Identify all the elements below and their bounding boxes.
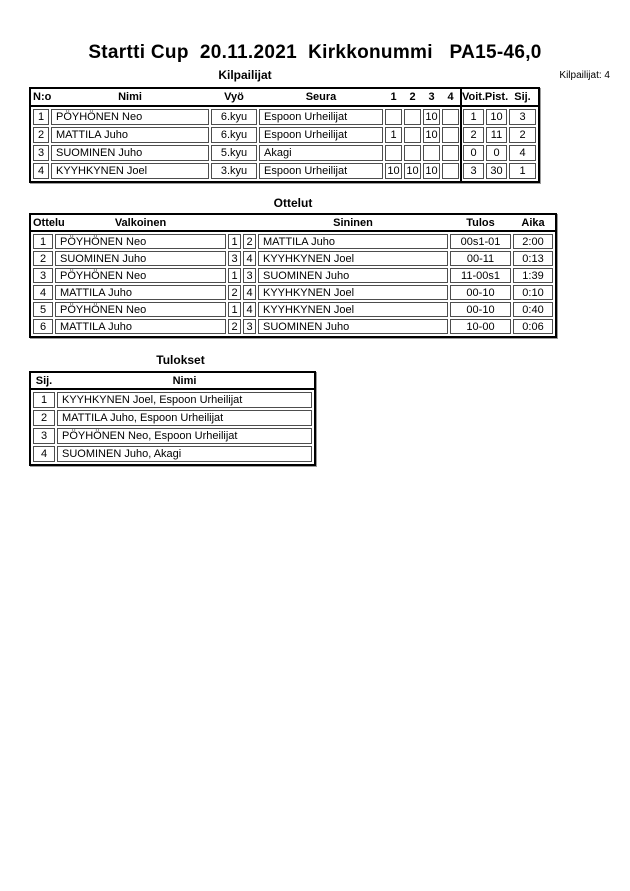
cell-round-1: 10	[385, 163, 402, 179]
cell-vyo: 6.kyu	[211, 109, 257, 125]
section-title-ottelut: Ottelut	[273, 196, 313, 210]
cell-valkoinen: PÖYHÖNEN Neo	[55, 302, 226, 317]
cell-pist: 10	[486, 109, 507, 125]
header-round-4: 4	[447, 91, 454, 103]
cell-no: 1	[33, 109, 49, 125]
cell-sij: 4	[509, 145, 536, 161]
cell-white-number: 1	[228, 234, 241, 249]
cell-aika: 2:00	[513, 234, 553, 249]
page-title: Startti Cup 20.11.2021 Kirkkonummi PA15-46,0	[88, 42, 542, 63]
cell-sij: 3	[33, 428, 55, 444]
cell-nimi: MATTILA Juho, Espoon Urheilijat	[57, 410, 312, 426]
cell-round-2	[404, 109, 421, 125]
cell-tulos: 00-10	[450, 285, 511, 300]
cell-blue-number: 4	[243, 251, 256, 266]
competitors-count: Kilpailijat: 4	[559, 70, 610, 81]
header-nimi: Nimi	[118, 91, 142, 103]
cell-voit: 3	[463, 163, 484, 179]
cell-aika: 1:39	[513, 268, 553, 283]
header-round-3: 3	[428, 91, 435, 103]
cell-voit: 1	[463, 109, 484, 125]
cell-pist: 0	[486, 145, 507, 161]
ottelut-row	[33, 319, 553, 334]
cell-sininen: KYYHKYNEN Joel	[258, 251, 448, 266]
cell-sininen: KYYHKYNEN Joel	[258, 285, 448, 300]
header-valkoinen: Valkoinen	[114, 216, 167, 229]
cell-round-4	[442, 163, 459, 179]
cell-nimi: SUOMINEN Juho, Akagi	[57, 446, 312, 462]
cell-sij: 4	[33, 446, 55, 462]
cell-voit: 2	[463, 127, 484, 143]
cell-sininen: SUOMINEN Juho	[258, 319, 448, 334]
ottelut-table-header	[31, 215, 555, 232]
cell-sij: 2	[33, 410, 55, 426]
cell-aika: 0:40	[513, 302, 553, 317]
tulokset-row	[33, 446, 312, 462]
cell-sij: 1	[509, 163, 536, 179]
cell-round-3	[423, 145, 440, 161]
cell-round-4	[442, 109, 459, 125]
header-tulos: Tulos	[466, 216, 495, 229]
cell-seura: Akagi	[259, 145, 383, 161]
cell-sininen: SUOMINEN Juho	[258, 268, 448, 283]
cell-white-number: 1	[228, 268, 241, 283]
cell-blue-number: 4	[243, 302, 256, 317]
cell-vyo: 3.kyu	[211, 163, 257, 179]
cell-blue-number: 3	[243, 268, 256, 283]
header-sij: Sij.	[35, 374, 53, 387]
cell-blue-number: 2	[243, 234, 256, 249]
cell-seura: Espoon Urheilijat	[259, 127, 383, 143]
voit-divider-line	[460, 89, 462, 181]
cell-no: 4	[33, 163, 49, 179]
cell-aika: 0:10	[513, 285, 553, 300]
cell-voit: 0	[463, 145, 484, 161]
cell-blue-number: 4	[243, 285, 256, 300]
cell-tulos: 00-10	[450, 302, 511, 317]
cell-no: 3	[33, 145, 49, 161]
cell-sininen: KYYHKYNEN Joel	[258, 302, 448, 317]
cell-sininen: MATTILA Juho	[258, 234, 448, 249]
cell-nimi: SUOMINEN Juho	[51, 145, 209, 161]
header-pist: Pist.	[484, 91, 509, 103]
cell-aika: 0:13	[513, 251, 553, 266]
header-aika: Aika	[521, 216, 545, 229]
header-round-1: 1	[390, 91, 397, 103]
cell-nimi: PÖYHÖNEN Neo	[51, 109, 209, 125]
header-vyo: Vyö	[224, 91, 244, 103]
cell-aika: 0:06	[513, 319, 553, 334]
cell-no: 2	[33, 127, 49, 143]
cell-tulos: 10-00	[450, 319, 511, 334]
cell-nimi: MATTILA Juho	[51, 127, 209, 143]
cell-white-number: 3	[228, 251, 241, 266]
cell-seura: Espoon Urheilijat	[259, 163, 383, 179]
cell-tulos: 11-00s1	[450, 268, 511, 283]
cell-round-2: 10	[404, 163, 421, 179]
cell-round-3: 10	[423, 127, 440, 143]
cell-valkoinen: SUOMINEN Juho	[55, 251, 226, 266]
header-no: N:o	[33, 91, 52, 103]
header-ottelu: Ottelu	[33, 216, 65, 229]
cell-white-number: 1	[228, 302, 241, 317]
tulokset-row	[33, 392, 312, 408]
cell-valkoinen: PÖYHÖNEN Neo	[55, 234, 226, 249]
ottelut-row	[33, 251, 553, 266]
cell-nimi: KYYHKYNEN Joel	[51, 163, 209, 179]
cell-nimi: PÖYHÖNEN Neo, Espoon Urheilijat	[57, 428, 312, 444]
cell-match-no: 2	[33, 251, 53, 266]
cell-pist: 11	[486, 127, 507, 143]
cell-match-no: 3	[33, 268, 53, 283]
ottelut-row	[33, 234, 553, 249]
cell-white-number: 2	[228, 319, 241, 334]
cell-round-4	[442, 127, 459, 143]
header-sininen: Sininen	[333, 216, 373, 229]
cell-sij: 3	[509, 109, 536, 125]
ottelut-row	[33, 268, 553, 283]
cell-valkoinen: PÖYHÖNEN Neo	[55, 268, 226, 283]
ottelut-row	[33, 302, 553, 317]
tulokset-row	[33, 410, 312, 426]
cell-round-3: 10	[423, 109, 440, 125]
kilpailijat-table	[29, 87, 540, 183]
cell-tulos: 00-11	[450, 251, 511, 266]
cell-sij: 2	[509, 127, 536, 143]
cell-round-1	[385, 145, 402, 161]
cell-round-2	[404, 127, 421, 143]
cell-vyo: 5.kyu	[211, 145, 257, 161]
cell-round-1: 1	[385, 127, 402, 143]
cell-pist: 30	[486, 163, 507, 179]
cell-tulos: 00s1-01	[450, 234, 511, 249]
section-title-tulokset: Tulokset	[156, 353, 205, 367]
cell-valkoinen: MATTILA Juho	[55, 285, 226, 300]
cell-seura: Espoon Urheilijat	[259, 109, 383, 125]
cell-match-no: 5	[33, 302, 53, 317]
header-round-2: 2	[409, 91, 416, 103]
header-nimi: Nimi	[172, 374, 197, 387]
cell-blue-number: 3	[243, 319, 256, 334]
ottelut-row	[33, 285, 553, 300]
header-seura: Seura	[305, 91, 337, 103]
cell-round-2	[404, 145, 421, 161]
cell-nimi: KYYHKYNEN Joel, Espoon Urheilijat	[57, 392, 312, 408]
cell-valkoinen: MATTILA Juho	[55, 319, 226, 334]
header-voit: Voit.	[462, 91, 486, 103]
tulokset-table	[29, 371, 316, 466]
ottelut-table	[29, 213, 557, 338]
cell-match-no: 1	[33, 234, 53, 249]
cell-round-4	[442, 145, 459, 161]
cell-round-1	[385, 109, 402, 125]
tulokset-table-header	[31, 373, 314, 390]
cell-round-3: 10	[423, 163, 440, 179]
header-sij: Sij.	[514, 91, 531, 103]
cell-match-no: 4	[33, 285, 53, 300]
cell-vyo: 6.kyu	[211, 127, 257, 143]
cell-match-no: 6	[33, 319, 53, 334]
tulokset-row	[33, 428, 312, 444]
section-title-kilpailijat: Kilpailijat	[218, 68, 272, 82]
cell-white-number: 2	[228, 285, 241, 300]
cell-sij: 1	[33, 392, 55, 408]
